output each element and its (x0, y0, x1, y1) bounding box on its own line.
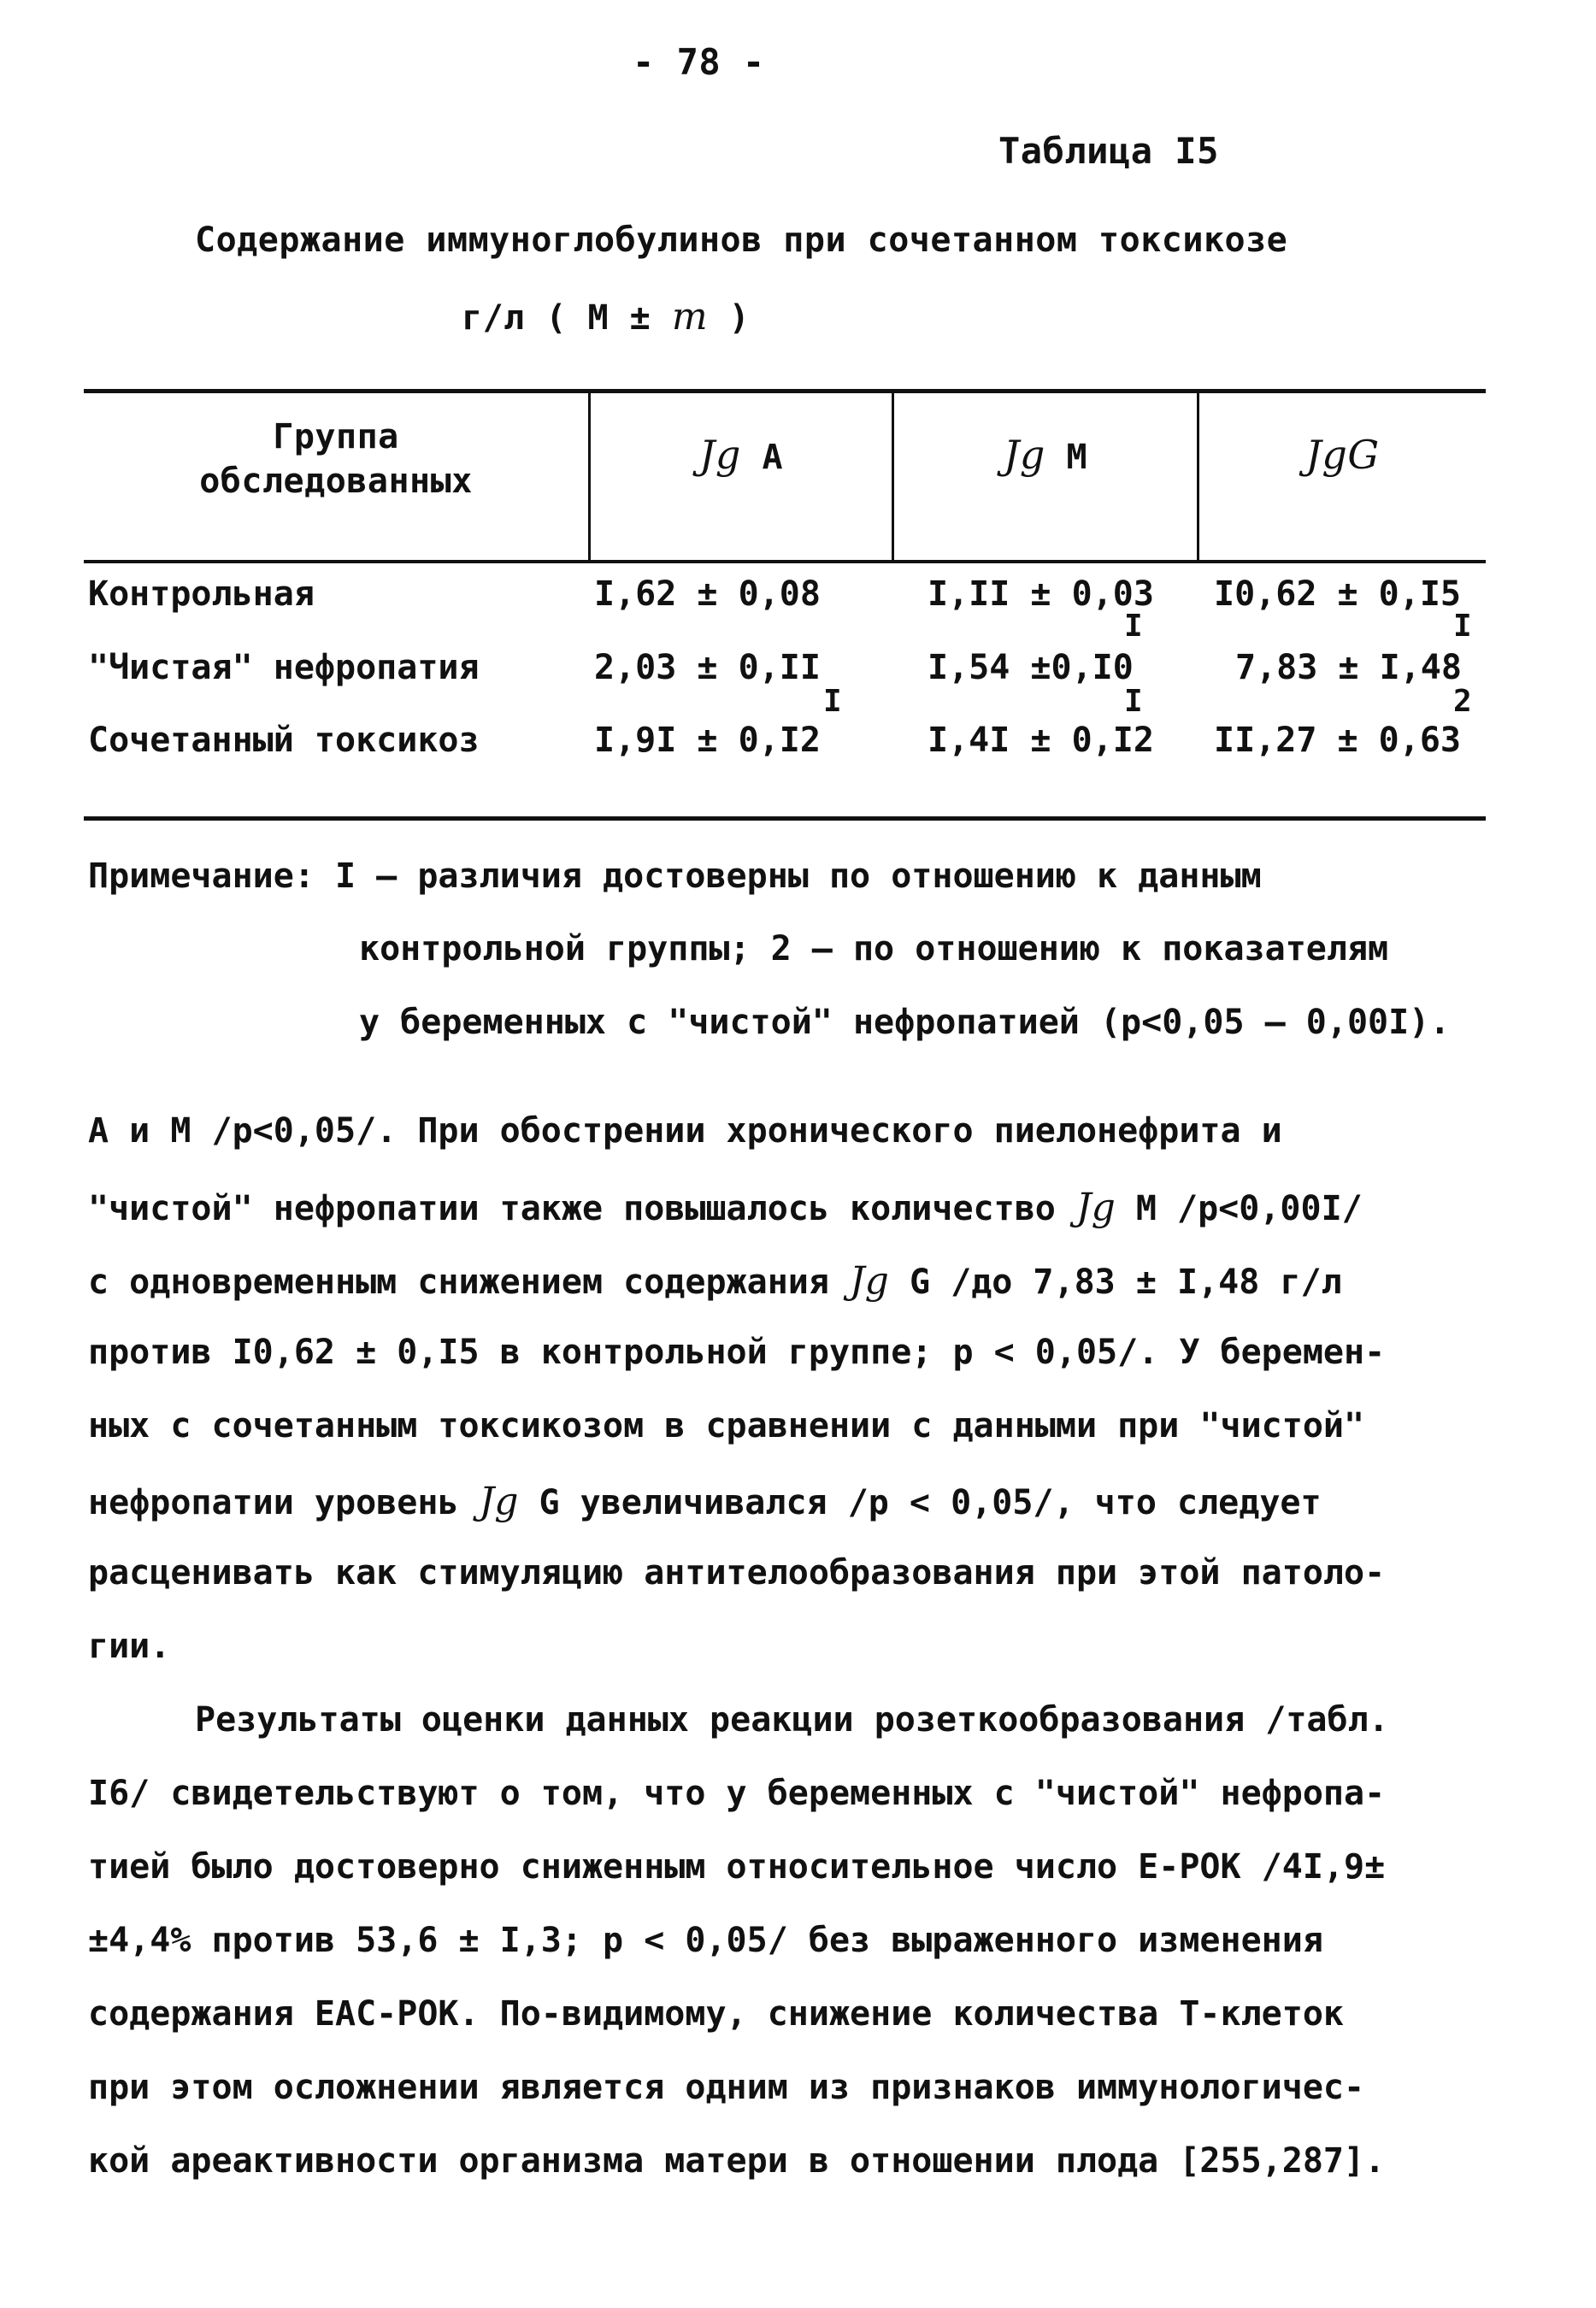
row-group-label: Сочетанный токсикоз (88, 721, 480, 760)
table-units (462, 295, 750, 339)
units-suffix: ) (728, 298, 751, 338)
table-bottom-rule (84, 816, 1486, 821)
table-note-line: у беременных с "чистой" нефропатией (р<0,05 – 0,00I). (359, 1003, 1451, 1042)
table-note-line: контрольной группы; 2 – по отношению к показателям (359, 929, 1389, 969)
table-header-igg (1199, 432, 1486, 478)
body-text-line: содержания ЕАС-РОК. По-видимому, снижение количества Т-клеток (88, 1994, 1345, 2034)
row-group-label: "Чистая" нефропатия (88, 648, 480, 687)
page-number: - 78 - (633, 41, 765, 83)
jg-symbol: Jg (850, 1259, 889, 1303)
igg-value: 7,83 ± I,48 (1235, 648, 1462, 687)
table-header-group-line: Группа (273, 417, 399, 456)
table-header-rule (84, 560, 1486, 563)
iga-significance-mark: I (823, 684, 842, 719)
igg-significance-mark: 2 (1453, 684, 1472, 719)
table-note-line: Примечание: I – различия достоверны по отношению к данным (88, 857, 1262, 896)
body-text-line: против I0,62 ± 0,I5 в контрольной группе; р < 0,05/. У беремен- (88, 1333, 1386, 1372)
jg-symbol: Jg (1305, 432, 1348, 478)
body-text-line: ±4,4% против 53,6 ± I,3; р < 0,05/ без выраженного изменения (88, 1921, 1323, 1960)
table-header-iga (591, 432, 892, 478)
table-header-group-line: обследованных (199, 462, 473, 501)
jg-symbol: Jg (698, 432, 741, 478)
table-title: Содержание иммуноглобулинов при сочетанном токсикозе (195, 221, 1288, 260)
igm-significance-mark: I (1124, 609, 1143, 644)
igm-value: I,4I ± 0,I2 (928, 721, 1154, 760)
table-header-group (84, 415, 588, 503)
igg-significance-mark: I (1453, 609, 1472, 644)
jg-symbol: Jg (479, 1480, 519, 1523)
table-header-iga-letter: A (762, 438, 784, 477)
iga-value: 2,03 ± 0,II (594, 648, 821, 687)
units-prefix: г/л ( М ± (462, 298, 651, 338)
table-header-igm (894, 432, 1197, 478)
body-text-line: тией было достоверно сниженным относительное число Е-РОК /4I,9± (88, 1847, 1386, 1887)
body-text-line: гии. (88, 1627, 171, 1666)
units-m: m (671, 295, 709, 339)
body-text-line: с одновременным снижением содержания Jg G /до 7,83 ± I,48 г/л (88, 1259, 1342, 1303)
body-text-line: кой ареактивности организма матери в отношении плода [255,287]. (88, 2141, 1386, 2181)
body-text-line: Результаты оценки данных реакции розеткообразования /табл. (195, 1700, 1389, 1740)
body-text-line: А и М /р<0,05/. При обострении хронического пиелонефрита и (88, 1111, 1282, 1151)
igg-value: II,27 ± 0,63 (1214, 721, 1461, 760)
table-label: Таблица I5 (998, 130, 1219, 172)
table-header-igm-letter: M (1066, 438, 1088, 477)
jg-symbol: Jg (1075, 1186, 1116, 1229)
body-text-line: "чистой" нефропатии также повышалось количество Jg М /р<0,00I/ (88, 1186, 1363, 1229)
igm-value: I,II ± 0,03 (928, 574, 1154, 614)
table-top-rule (84, 389, 1486, 393)
igm-value: I,54 ±0,I0 (928, 648, 1134, 687)
igm-significance-mark: I (1124, 684, 1143, 719)
row-group-label: Контрольная (88, 574, 315, 614)
body-text-line: расценивать как стимуляцию антителообразования при этой патоло- (88, 1553, 1386, 1593)
body-text-line: при этом осложнении является одним из признаков иммунологичес- (88, 2068, 1365, 2107)
igg-value: I0,62 ± 0,I5 (1214, 574, 1461, 614)
jg-symbol: Jg (1003, 432, 1045, 478)
table-header-igg-letter: G (1347, 432, 1380, 478)
body-text-line: ных с сочетанным токсикозом в сравнении с данными при "чистой" (88, 1406, 1365, 1445)
body-text-line: нефропатии уровень Jg G увеличивался /р < 0,05/, что следует (88, 1480, 1322, 1523)
iga-value: I,62 ± 0,08 (594, 574, 821, 614)
iga-value: I,9I ± 0,I2 (594, 721, 821, 760)
body-text-line: I6/ свидетельствуют о том, что у беременных с "чистой" нефропа- (88, 1774, 1386, 1813)
